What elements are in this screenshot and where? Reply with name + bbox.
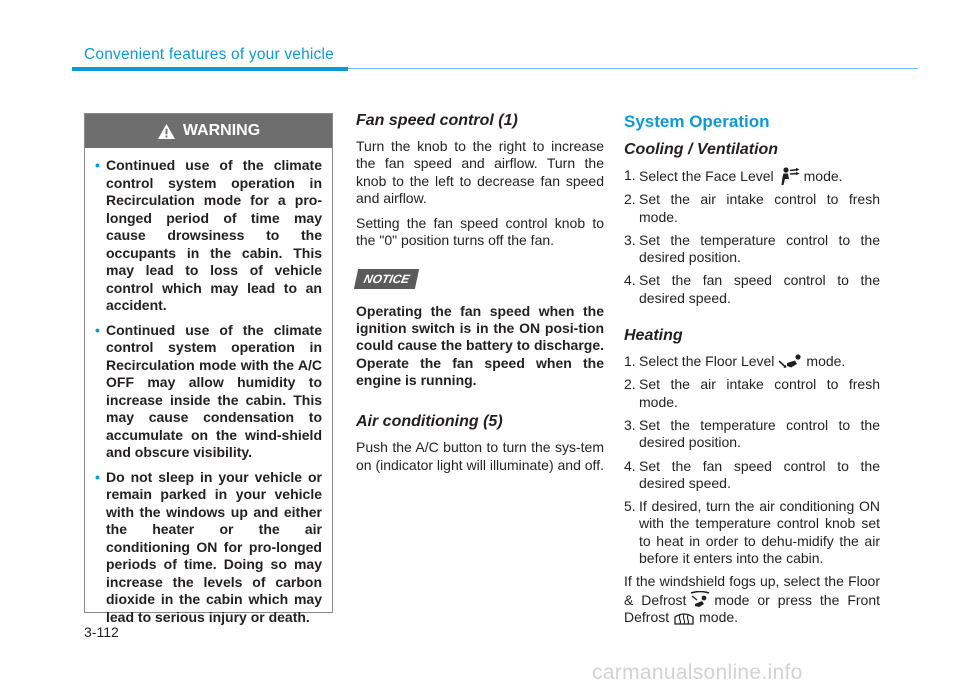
system-operation-heading: System Operation [624,112,770,131]
section-header-title: Convenient features of your vehicle [84,46,334,63]
bullet-icon: • [95,468,100,485]
warning-item [95,322,322,462]
heating-heading: Heating [624,327,683,345]
warning-title: WARNING [182,122,261,139]
list-item: 3. Set the temperature control to the desired position. [624,231,880,266]
cooling-ventilation-heading: Cooling / Ventilation [624,141,779,158]
floor-level-mode-icon [777,354,803,370]
warning-item [95,469,322,627]
list-item: 5. If desired, turn the air conditioning ON with the temperature control knob set to heat in order to dehu-midify the air before it enters into the cabin. [624,498,880,567]
list-item: 2. Set the air intake control to fresh mode. [624,191,880,225]
heating-steps [624,353,880,567]
fan-speed-paragraph: Turn the knob to the right to increase the fan speed and airflow. Turn the knob to the left to decrease fan speed and airflow. [356,138,604,206]
fan-speed-paragraph: Setting the fan speed control knob to the "0" position turns off the fan. [356,215,604,249]
list-item: 4. Set the fan speed control to the desired speed. [624,272,880,306]
watermark: carmanualsonline.info [592,661,803,684]
notice-badge: NOTICE [354,269,420,289]
list-item: 3. Set the temperature control to the desired position. [624,416,880,451]
bullet-icon: • [95,321,100,338]
bullet-icon: • [95,157,100,173]
cooling-steps [624,167,880,307]
air-conditioning-heading: Air conditioning (5) [356,413,503,431]
header-divider-line [348,68,918,69]
notice-text: Operating the fan speed when the ignition switch is in the ON posi-tion could cause the battery to discharge. Operate the fan speed when the engine is running. [356,302,604,388]
warning-header [85,114,332,148]
fog-paragraph: If the windshield fogs up, select the Floor & Defrost mode or press the Front Defrost mode. [624,573,880,625]
fan-speed-heading: Fan speed control (1) [356,112,518,129]
warning-triangle-icon [157,123,176,140]
header-accent-bar [72,67,348,71]
warning-list [85,148,332,626]
warning-item-text: Do not sleep in your vehicle or remain parked in your vehicle with the windows up and either the heater or the air conditioning ON for pro-longed periods of time. Doing so may increase the levels of carbon dioxide in the cabin which may lead to serious injury or death. [106,468,322,625]
floor-defrost-mode-icon [689,591,711,609]
warning-item-text: Continued use of the climate control system operation in Recirculation mode with the A/C OFF may allow humidity to increase inside the cabin. This may cause condensation to accumulate on the wind-shield and obscure visibility. [106,321,322,460]
middle-column [356,112,604,482]
list-item: 1. Select the Face Level mode. [624,167,843,184]
warning-item-text: Continued use of the climate control system operation in Recirculation mode for a pro-longed period of time may cause drowsiness to the occupants in the cabin. This may lead to loss of vehicle control which may lead to an accident. [106,157,322,313]
front-defrost-icon [672,610,696,626]
warning-box [84,113,333,625]
warning-item [95,157,322,315]
air-conditioning-paragraph: Push the A/C button to turn the sys-tem on (indicator light will illuminate) and off. [356,439,604,473]
list-item: 2. Set the air intake control to fresh mode. [624,376,880,410]
list-item: 1. Select the Floor Level mode. [624,353,846,370]
page-number: 3-112 [84,624,119,640]
list-item: 4. Set the fan speed control to the desired speed. [624,457,880,491]
right-column [624,112,880,634]
face-level-mode-icon [777,167,801,185]
